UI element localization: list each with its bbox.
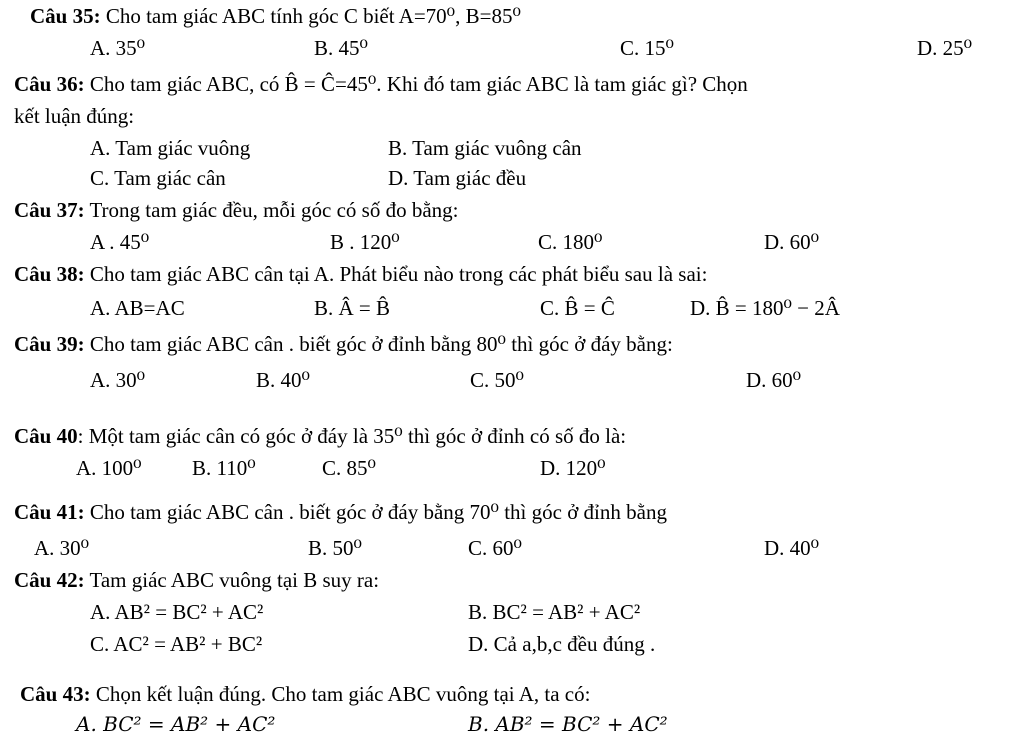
option-35-d: D. 25⁰ bbox=[917, 36, 973, 60]
option-37-c: C. 180⁰ bbox=[538, 230, 603, 254]
option-41-c: C. 60⁰ bbox=[468, 536, 522, 560]
option-43-b: B. AB² = BC² + AC² bbox=[468, 712, 668, 736]
option-38-d: D. B̂ = 180⁰ − 2Â bbox=[690, 296, 840, 320]
question-label: Câu 42: bbox=[14, 568, 85, 592]
option-35-a: A. 35⁰ bbox=[90, 36, 146, 60]
option-36-c: C. Tam giác cân bbox=[90, 166, 226, 190]
option-37-b: B . 120⁰ bbox=[330, 230, 400, 254]
question-39 bbox=[14, 332, 673, 356]
option-41-b: B. 50⁰ bbox=[308, 536, 362, 560]
question-43 bbox=[20, 682, 590, 706]
question-text: : Một tam giác cân có góc ở đáy là 35⁰ thì góc ở đỉnh có số đo là: bbox=[77, 424, 627, 448]
option-36-d: D. Tam giác đều bbox=[388, 166, 527, 190]
question-text: Cho tam giác ABC tính góc C biết A=70⁰, B=85⁰ bbox=[105, 4, 521, 28]
option-40-a: A. 100⁰ bbox=[76, 456, 142, 480]
option-36-a: A. Tam giác vuông bbox=[90, 136, 251, 160]
question-label: Câu 43: bbox=[20, 682, 91, 706]
question-label: Câu 39: bbox=[14, 332, 85, 356]
option-40-c: C. 85⁰ bbox=[322, 456, 376, 480]
option-42-c: C. AC² = AB² + BC² bbox=[90, 632, 263, 656]
question-text: Trong tam giác đều, mỗi góc có số đo bằng: bbox=[89, 198, 459, 222]
question-text: Tam giác ABC vuông tại B suy ra: bbox=[89, 568, 380, 592]
option-42-a: A. AB² = BC² + AC² bbox=[90, 600, 264, 624]
option-38-c: C. B̂ = Ĉ bbox=[540, 296, 615, 320]
question-text: Cho tam giác ABC cân . biết góc ở đỉnh bằng 80⁰ thì góc ở đáy bằng: bbox=[89, 332, 673, 356]
question-35 bbox=[30, 4, 521, 28]
option-39-b: B. 40⁰ bbox=[256, 368, 310, 392]
question-label: Câu 35: bbox=[30, 4, 101, 28]
question-label: Câu 40 bbox=[14, 424, 78, 448]
question-38 bbox=[14, 262, 707, 286]
question-37 bbox=[14, 198, 458, 222]
question-label: Câu 37: bbox=[14, 198, 85, 222]
option-35-c: C. 15⁰ bbox=[620, 36, 674, 60]
option-39-c: C. 50⁰ bbox=[470, 368, 524, 392]
option-37-d: D. 60⁰ bbox=[764, 230, 820, 254]
option-38-a: A. AB=AC bbox=[90, 296, 185, 320]
option-37-a: A . 45⁰ bbox=[90, 230, 150, 254]
question-36 bbox=[14, 72, 748, 96]
question-42 bbox=[14, 568, 379, 592]
option-39-d: D. 60⁰ bbox=[746, 368, 802, 392]
option-39-a: A. 30⁰ bbox=[90, 368, 146, 392]
question-label: Câu 41: bbox=[14, 500, 85, 524]
question-label: Câu 36: bbox=[14, 72, 85, 96]
option-36-b: B. Tam giác vuông cân bbox=[388, 136, 582, 160]
question-text: Chọn kết luận đúng. Cho tam giác ABC vuông tại A, ta có: bbox=[95, 682, 591, 706]
option-40-b: B. 110⁰ bbox=[192, 456, 256, 480]
option-43-a: A. BC² = AB² + AC² bbox=[76, 712, 276, 736]
option-41-d: D. 40⁰ bbox=[764, 536, 820, 560]
option-42-d: D. Cả a,b,c đều đúng . bbox=[468, 632, 656, 656]
question-40 bbox=[14, 424, 626, 448]
option-40-d: D. 120⁰ bbox=[540, 456, 606, 480]
question-text: Cho tam giác ABC, có B̂ = Ĉ=45⁰. Khi đó tam giác ABC là tam giác gì? Chọn bbox=[89, 72, 748, 96]
option-38-b: B. Â = B̂ bbox=[314, 296, 391, 320]
question-36-continued: kết luận đúng: bbox=[14, 104, 135, 128]
question-text: Cho tam giác ABC cân . biết góc ở đáy bằng 70⁰ thì góc ở đỉnh bằng bbox=[89, 500, 667, 524]
question-label: Câu 38: bbox=[14, 262, 85, 286]
option-41-a: A. 30⁰ bbox=[34, 536, 90, 560]
question-text: Cho tam giác ABC cân tại A. Phát biểu nào trong các phát biểu sau là sai: bbox=[89, 262, 708, 286]
question-41 bbox=[14, 500, 667, 524]
option-42-b: B. BC² = AB² + AC² bbox=[468, 600, 641, 624]
option-35-b: B. 45⁰ bbox=[314, 36, 368, 60]
